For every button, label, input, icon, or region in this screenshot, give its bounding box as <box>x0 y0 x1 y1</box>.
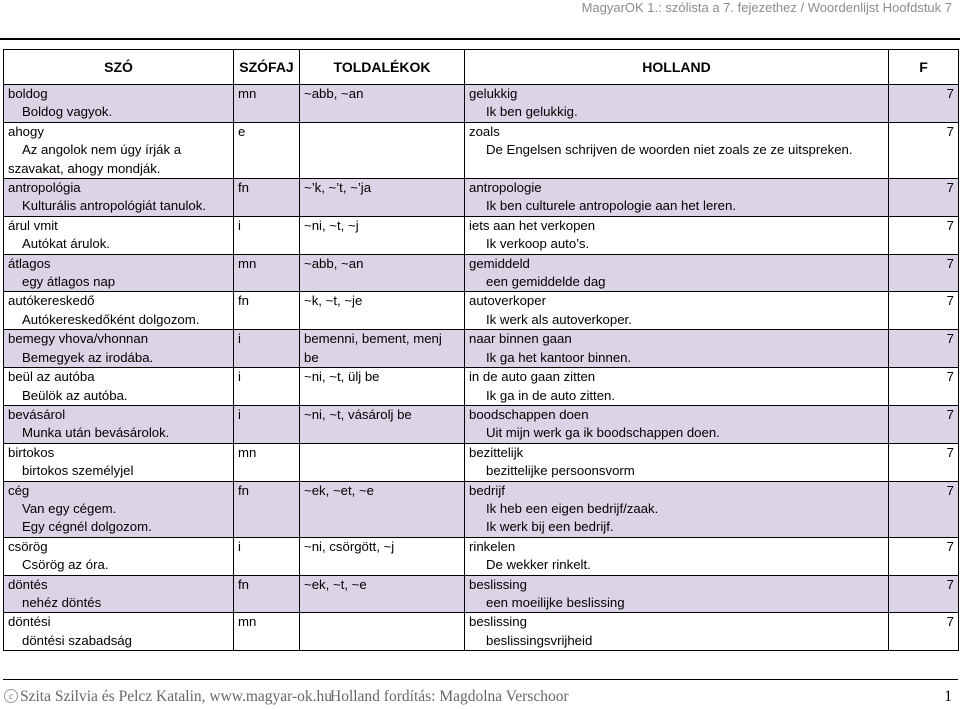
holland-line: Ik werk bij een bedrijf. <box>486 519 614 535</box>
holland-line: bezittelijk <box>469 444 524 460</box>
cell-holland <box>465 443 889 481</box>
szo-line: Autókereskedőként dolgozom. <box>22 311 200 327</box>
cell-f: 7 <box>889 368 959 406</box>
holland-line: Ik heb een eigen bedrijf/zaak. <box>486 500 659 516</box>
table-row <box>4 575 959 613</box>
cell-f: 7 <box>889 537 959 575</box>
cell-holland <box>465 613 889 651</box>
holland-line: beslissing <box>469 614 527 630</box>
table-row <box>4 481 959 537</box>
holland-line: beslissingsvrijheid <box>486 632 593 648</box>
cell-szo <box>4 330 234 368</box>
cell-f: 7 <box>889 179 959 217</box>
cell-szofaj: i <box>234 216 300 254</box>
szo-line: autókereskedő <box>8 293 95 309</box>
table-row <box>4 179 959 217</box>
cell-toldalekok <box>300 405 465 443</box>
holland-line: boodschappen doen <box>469 406 589 422</box>
cell-holland <box>465 292 889 330</box>
szo-line: Beülök az autóba. <box>22 387 128 403</box>
cell-szofaj: i <box>234 368 300 406</box>
holland-line: Ik ben culturele antropologie aan het leren. <box>486 198 737 214</box>
table-row <box>4 405 959 443</box>
table-row <box>4 330 959 368</box>
table-row <box>4 443 959 481</box>
vocabulary-table <box>3 49 959 651</box>
holland-line: rinkelen <box>469 538 516 554</box>
table-row <box>4 368 959 406</box>
cell-szo <box>4 481 234 537</box>
toldalek-line: ~k, ~t, ~je <box>304 293 363 309</box>
cell-f: 7 <box>889 481 959 537</box>
cell-f: 7 <box>889 405 959 443</box>
cell-szofaj: i <box>234 537 300 575</box>
cell-toldalekok <box>300 179 465 217</box>
cell-holland <box>465 85 889 123</box>
cell-toldalekok <box>300 537 465 575</box>
toldalek-line: ~abb, ~an <box>304 86 364 101</box>
szo-line: Boldog vagyok. <box>22 104 113 120</box>
toldalek-line: ~ek, ~et, ~e <box>304 482 375 498</box>
header-rule <box>0 38 960 40</box>
cell-toldalekok <box>300 443 465 481</box>
table-row <box>4 254 959 292</box>
szo-line: nehéz döntés <box>22 594 102 610</box>
holland-line: een moeilijke beslissing <box>486 594 625 610</box>
holland-line: zoals <box>469 123 500 139</box>
cell-szofaj: fn <box>234 292 300 330</box>
holland-line: naar binnen gaan <box>469 331 572 347</box>
holland-line: bedrijf <box>469 482 505 498</box>
cell-f: 7 <box>889 613 959 651</box>
column-header-f: F <box>889 50 959 85</box>
szo-line: átlagos <box>8 255 51 271</box>
table-header-row <box>4 50 959 85</box>
szo-line: bemegy vhova/vhonnan <box>8 331 149 347</box>
copyright-icon: c <box>4 689 18 703</box>
cell-f: 7 <box>889 443 959 481</box>
table-row <box>4 85 959 123</box>
cell-f: 7 <box>889 292 959 330</box>
cell-holland <box>465 254 889 292</box>
holland-line: De Engelsen schrijven de woorden niet zoals ze ze uitspreken. <box>486 142 853 158</box>
cell-szo <box>4 254 234 292</box>
cell-f: 7 <box>889 254 959 292</box>
cell-szofaj: mn <box>234 443 300 481</box>
column-header-holland: HOLLAND <box>465 50 889 85</box>
cell-holland <box>465 405 889 443</box>
cell-toldalekok <box>300 330 465 368</box>
szo-line: antropológia <box>8 180 81 196</box>
cell-szo <box>4 443 234 481</box>
page-number: 1 <box>944 688 952 705</box>
toldalek-line: ~abb, ~an <box>304 255 364 271</box>
cell-szofaj: fn <box>234 179 300 217</box>
holland-line: Ik verkoop auto’s. <box>486 236 590 252</box>
cell-f: 7 <box>889 330 959 368</box>
table-row <box>4 292 959 330</box>
cell-szo <box>4 368 234 406</box>
szo-line: ahogy <box>8 123 44 139</box>
cell-holland <box>465 122 889 178</box>
holland-line: gemiddeld <box>469 255 530 271</box>
holland-line: bezittelijke persoonsvorm <box>486 463 635 479</box>
table-row <box>4 613 959 651</box>
holland-line: Ik werk als autoverkoper. <box>486 311 632 327</box>
holland-line: iets aan het verkopen <box>469 217 596 233</box>
cell-szofaj: fn <box>234 575 300 613</box>
szo-line: Autókat árulok. <box>22 236 110 252</box>
holland-line: antropologie <box>469 180 542 196</box>
szo-line: boldog <box>8 86 48 101</box>
column-header-szo: SZÓ <box>4 50 234 85</box>
szo-line: cég <box>8 482 30 498</box>
szo-line: birtokos <box>8 444 55 460</box>
column-header-toldalekok: TOLDALÉKOK <box>300 50 465 85</box>
table-row <box>4 122 959 178</box>
cell-szo <box>4 613 234 651</box>
cell-toldalekok <box>300 216 465 254</box>
cell-toldalekok <box>300 368 465 406</box>
holland-line: een gemiddelde dag <box>486 274 606 290</box>
cell-toldalekok <box>300 481 465 537</box>
szo-line: bevásárol <box>8 406 66 422</box>
footer-authors: Szita Szilvia és Pelcz Katalin, www.magyar-ok.hu <box>20 688 333 705</box>
cell-holland <box>465 575 889 613</box>
cell-szofaj: fn <box>234 481 300 537</box>
szo-line: Bemegyek az irodába. <box>22 349 154 365</box>
cell-szofaj: i <box>234 405 300 443</box>
szo-line: Csörög az óra. <box>22 557 109 573</box>
cell-szofaj: mn <box>234 85 300 123</box>
cell-holland <box>465 179 889 217</box>
cell-toldalekok <box>300 613 465 651</box>
cell-toldalekok <box>300 292 465 330</box>
cell-toldalekok <box>300 122 465 178</box>
szo-line: Egy cégnél dolgozom. <box>22 519 152 535</box>
holland-line: beslissing <box>469 576 527 592</box>
cell-f: 7 <box>889 122 959 178</box>
footer-translator: Holland fordítás: Magdolna Verschoor <box>330 688 569 705</box>
holland-line: gelukkig <box>469 86 518 101</box>
cell-toldalekok <box>300 575 465 613</box>
table-row <box>4 537 959 575</box>
szo-line: birtokos személyjel <box>22 463 134 479</box>
szo-line: egy átlagos nap <box>22 274 116 290</box>
holland-line: Ik ben gelukkig. <box>486 104 578 120</box>
cell-szo <box>4 216 234 254</box>
cell-szo <box>4 292 234 330</box>
holland-line: Ik ga het kantoor binnen. <box>486 349 632 365</box>
cell-szofaj: mn <box>234 254 300 292</box>
toldalek-line: ~ek, ~t, ~e <box>304 576 367 592</box>
szo-line: csörög <box>8 538 48 554</box>
cell-toldalekok <box>300 254 465 292</box>
cell-holland <box>465 216 889 254</box>
toldalek-line: bemenni, bement, menj <box>304 331 442 347</box>
cell-holland <box>465 330 889 368</box>
toldalek-line: ~ni, ~t, ülj be <box>304 369 380 385</box>
szo-line: döntési <box>8 614 51 630</box>
cell-holland <box>465 537 889 575</box>
cell-f: 7 <box>889 216 959 254</box>
column-header-szofaj: SZÓFAJ <box>234 50 300 85</box>
cell-holland <box>465 368 889 406</box>
cell-toldalekok <box>300 85 465 123</box>
szo-line: döntési szabadság <box>22 632 132 648</box>
szo-line: beül az autóba <box>8 369 95 385</box>
toldalek-line: ~ni, ~t, vásárolj be <box>304 406 412 422</box>
table-row <box>4 216 959 254</box>
cell-f: 7 <box>889 85 959 123</box>
szo-line: árul vmit <box>8 217 58 233</box>
cell-szo <box>4 179 234 217</box>
holland-line: autoverkoper <box>469 293 546 309</box>
cell-szo <box>4 122 234 178</box>
holland-line: De wekker rinkelt. <box>486 557 591 573</box>
page-header-title: MagyarOK 1.: szólista a 7. fejezethez / Woordenlijst Hoofdstuk 7 <box>581 0 952 15</box>
holland-line: in de auto gaan zitten <box>469 369 596 385</box>
cell-szo <box>4 537 234 575</box>
cell-szofaj: i <box>234 330 300 368</box>
szo-line: szavakat, ahogy mondják. <box>8 160 161 176</box>
holland-line: Ik ga in de auto zitten. <box>486 387 616 403</box>
toldalek-line: be <box>304 349 319 365</box>
holland-line: Uit mijn werk ga ik boodschappen doen. <box>486 425 720 441</box>
footer-rule <box>3 679 958 680</box>
cell-szofaj: mn <box>234 613 300 651</box>
table-body <box>4 85 959 651</box>
cell-holland <box>465 481 889 537</box>
szo-line: Kulturális antropológiát tanulok. <box>22 198 207 214</box>
toldalek-line: ~ni, ~t, ~j <box>304 217 359 233</box>
toldalek-line: ~ni, csörgött, ~j <box>304 538 395 554</box>
szo-line: Munka után bevásárolok. <box>22 425 170 441</box>
szo-line: Az angolok nem úgy írják a <box>22 142 182 158</box>
cell-f: 7 <box>889 575 959 613</box>
cell-szofaj: e <box>234 122 300 178</box>
cell-szo <box>4 85 234 123</box>
szo-line: Van egy cégem. <box>22 500 117 516</box>
cell-szo <box>4 575 234 613</box>
cell-szo <box>4 405 234 443</box>
szo-line: döntés <box>8 576 48 592</box>
toldalek-line: ~’k, ~’t, ~’ja <box>304 180 372 196</box>
